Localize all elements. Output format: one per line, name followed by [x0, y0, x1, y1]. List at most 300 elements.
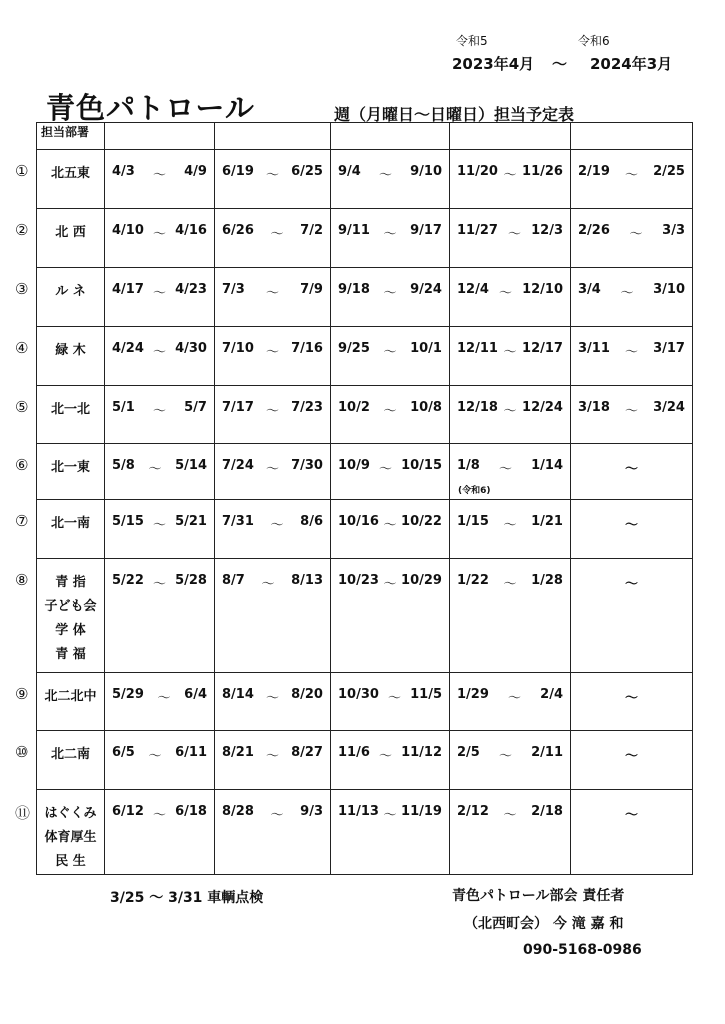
responsible-person: （北西町会） 今 滝 嘉 和: [464, 916, 624, 932]
week-tilde: ～: [378, 749, 392, 764]
blank-header-cell: [215, 123, 331, 150]
dept-name: 北 西: [55, 225, 86, 240]
week-range: [105, 282, 214, 301]
week-range: [450, 223, 570, 242]
week-start: 9/18: [338, 282, 370, 297]
table-row: [37, 327, 693, 386]
week-tilde: ～: [624, 749, 638, 764]
week-cell: [105, 731, 215, 790]
row-number: ③: [15, 280, 29, 298]
week-start: 1/29: [457, 687, 489, 702]
week-range: [571, 282, 692, 301]
week-range: [215, 458, 330, 477]
week-tilde: ～: [152, 808, 166, 823]
week-cell: [450, 327, 571, 386]
week-tilde: ～: [157, 691, 171, 706]
week-end: 10/22: [401, 514, 442, 529]
week-tilde: ～: [503, 577, 517, 592]
week-start: 2/26: [578, 223, 610, 238]
week-tilde: ～: [148, 749, 162, 764]
week-end: 9/10: [410, 164, 442, 179]
dept-name: 体育厚生: [44, 830, 97, 845]
row-number: ⑨: [15, 685, 29, 703]
week-start: 8/21: [222, 745, 254, 760]
week-tilde: ～: [261, 577, 275, 592]
week-range: [571, 400, 692, 419]
week-start: 3/18: [578, 400, 610, 415]
dept-name: 青 指: [55, 575, 86, 590]
week-range: [215, 745, 330, 764]
week-end: 2/11: [531, 745, 563, 760]
week-end: 7/9: [300, 282, 323, 297]
week-start: 11/6: [338, 745, 370, 760]
week-end: 3/24: [653, 400, 685, 415]
week-start: 3/4: [578, 282, 601, 297]
week-end: 7/23: [291, 400, 323, 415]
week-end: 4/23: [175, 282, 207, 297]
week-end: 11/26: [522, 164, 563, 179]
week-start: 6/19: [222, 164, 254, 179]
week-range: [215, 514, 330, 533]
week-tilde: ～: [383, 577, 397, 592]
week-start: 9/4: [338, 164, 361, 179]
week-cell: [571, 500, 693, 559]
week-range: [331, 164, 449, 183]
week-tilde: ～: [265, 691, 279, 706]
week-start: 8/14: [222, 687, 254, 702]
week-range: [105, 573, 214, 592]
week-cell: [331, 327, 450, 386]
week-end: 5/14: [175, 458, 207, 473]
week-start: 8/28: [222, 804, 254, 819]
week-cell: [105, 500, 215, 559]
dept-name: 北二南: [50, 747, 90, 762]
week-range: [571, 164, 692, 183]
week-tilde: ～: [383, 345, 397, 360]
week-start: 12/4: [457, 282, 489, 297]
week-start: 5/1: [112, 400, 135, 415]
dept-name: 青 福: [55, 647, 86, 662]
row-number: ⑥: [15, 456, 29, 474]
week-start: 10/2: [338, 400, 370, 415]
week-tilde: ～: [629, 227, 643, 242]
week-range: [105, 400, 214, 419]
blank-header-cell: [331, 123, 450, 150]
week-start: 11/27: [457, 223, 498, 238]
week-tilde: ～: [624, 808, 638, 823]
week-end: 12/10: [522, 282, 563, 297]
week-tilde: ～: [148, 462, 162, 477]
week-end: 4/16: [175, 223, 207, 238]
week-start: 5/29: [112, 687, 144, 702]
week-end: 9/24: [410, 282, 442, 297]
phone-number: 090-5168-0986: [523, 942, 642, 958]
week-tilde: ～: [624, 577, 638, 592]
era-note: (令和6): [458, 486, 491, 496]
week-start: 10/23: [338, 573, 379, 588]
table-row: [37, 500, 693, 559]
week-end: 1/14: [531, 458, 563, 473]
week-start: 1/8: [457, 458, 480, 473]
week-range: [105, 687, 214, 706]
week-range: [105, 223, 214, 242]
table-row: [37, 444, 693, 500]
week-range: [331, 223, 449, 242]
row-number: ⑪: [15, 804, 31, 822]
week-start: 11/20: [457, 164, 498, 179]
week-cell: [571, 327, 693, 386]
week-end: 12/3: [531, 223, 563, 238]
week-end: 1/21: [531, 514, 563, 529]
week-end: 10/1: [410, 341, 442, 356]
week-range: [450, 514, 570, 533]
week-tilde: ～: [503, 345, 517, 360]
dept-cell: [37, 559, 105, 673]
week-end: 8/20: [291, 687, 323, 702]
week-tilde: ～: [624, 168, 638, 183]
week-cell: [450, 673, 571, 731]
week-end: 2/25: [653, 164, 685, 179]
week-end: 11/19: [401, 804, 442, 819]
week-range-empty: [571, 687, 692, 706]
dept-cell: [37, 268, 105, 327]
week-tilde: ～: [378, 168, 392, 183]
week-end: 2/4: [540, 687, 563, 702]
week-range: [450, 164, 570, 183]
week-cell: [571, 559, 693, 673]
week-end: 5/28: [175, 573, 207, 588]
week-range: [450, 458, 570, 477]
blank-header-cell: [450, 123, 571, 150]
week-tilde: ～: [498, 462, 512, 477]
week-start: 6/26: [222, 223, 254, 238]
week-cell: [450, 559, 571, 673]
dept-name: 緑 木: [55, 343, 86, 358]
week-end: 2/18: [531, 804, 563, 819]
week-tilde: ～: [503, 168, 517, 183]
week-range: [331, 282, 449, 301]
week-end: 5/21: [175, 514, 207, 529]
week-end: 7/30: [291, 458, 323, 473]
week-cell: [105, 559, 215, 673]
row-number: ⑦: [15, 512, 29, 530]
dept-header: 担当部署: [37, 123, 105, 150]
week-tilde: ～: [152, 168, 166, 183]
week-cell: [331, 268, 450, 327]
week-tilde: ～: [152, 286, 166, 301]
week-start: 1/22: [457, 573, 489, 588]
week-start: 2/19: [578, 164, 610, 179]
week-end: 12/24: [522, 400, 563, 415]
week-end: 3/3: [662, 223, 685, 238]
week-start: 8/7: [222, 573, 245, 588]
week-start: 5/22: [112, 573, 144, 588]
week-cell: [105, 790, 215, 875]
week-range: [105, 514, 214, 533]
organization-line: 青色パトロール部会 責任者: [452, 888, 625, 904]
week-range: [450, 804, 570, 823]
week-cell: [331, 386, 450, 444]
week-cell: [215, 444, 331, 500]
dept-name: はぐくみ: [44, 806, 97, 821]
week-range: [215, 282, 330, 301]
row-number: ①: [15, 162, 29, 180]
week-cell: [105, 327, 215, 386]
week-start: 5/15: [112, 514, 144, 529]
week-start: 6/5: [112, 745, 135, 760]
period-separator: ～: [552, 55, 568, 73]
week-cell: [215, 150, 331, 209]
week-cell: [331, 673, 450, 731]
week-cell: [571, 790, 693, 875]
week-cell: [105, 444, 215, 500]
week-range: [450, 573, 570, 592]
week-tilde: ～: [270, 808, 284, 823]
week-end: 10/15: [401, 458, 442, 473]
week-end: 7/2: [300, 223, 323, 238]
row-number: ⑤: [15, 398, 29, 416]
week-end: 11/12: [401, 745, 442, 760]
week-range: [215, 804, 330, 823]
week-start: 2/12: [457, 804, 489, 819]
week-cell: [105, 268, 215, 327]
week-end: 9/3: [300, 804, 323, 819]
week-range: [105, 458, 214, 477]
week-tilde: ～: [624, 462, 638, 477]
week-tilde: ～: [152, 518, 166, 533]
week-start: 1/15: [457, 514, 489, 529]
week-start: 9/11: [338, 223, 370, 238]
week-tilde: ～: [265, 462, 279, 477]
week-cell: [105, 386, 215, 444]
week-range: [450, 745, 570, 764]
week-start: 6/12: [112, 804, 144, 819]
week-start: 9/25: [338, 341, 370, 356]
week-tilde: ～: [624, 404, 638, 419]
week-tilde: ～: [265, 168, 279, 183]
week-cell: [215, 386, 331, 444]
week-cell: [450, 209, 571, 268]
week-range-empty: [571, 804, 692, 823]
week-start: 10/16: [338, 514, 379, 529]
week-tilde: ～: [383, 286, 397, 301]
week-range: [105, 804, 214, 823]
week-start: 11/13: [338, 804, 379, 819]
week-end: 10/8: [410, 400, 442, 415]
week-range: [215, 164, 330, 183]
week-start: 2/5: [457, 745, 480, 760]
period-start: 2023年4月: [452, 55, 535, 73]
week-tilde: ～: [503, 518, 517, 533]
week-tilde: ～: [624, 691, 638, 706]
week-start: 7/24: [222, 458, 254, 473]
period-end: 2024年3月: [590, 55, 673, 73]
week-cell: [450, 500, 571, 559]
week-range: [105, 341, 214, 360]
table-row: [37, 268, 693, 327]
table-row: [37, 209, 693, 268]
week-start: 12/11: [457, 341, 498, 356]
week-range: [450, 341, 570, 360]
week-tilde: ～: [152, 227, 166, 242]
table-row: [37, 673, 693, 731]
dept-cell: [37, 327, 105, 386]
week-range-empty: [571, 514, 692, 533]
dept-name: ル ネ: [55, 284, 86, 299]
week-range: [215, 573, 330, 592]
dept-cell: [37, 444, 105, 500]
week-range: [215, 687, 330, 706]
week-cell: [215, 209, 331, 268]
week-cell: [105, 209, 215, 268]
week-cell: [450, 731, 571, 790]
week-end: 6/11: [175, 745, 207, 760]
week-cell: [450, 386, 571, 444]
week-tilde: ～: [498, 286, 512, 301]
week-start: 3/11: [578, 341, 610, 356]
week-cell: [215, 559, 331, 673]
week-range: [331, 804, 449, 823]
week-range: [105, 745, 214, 764]
week-cell: [450, 150, 571, 209]
week-cell: [215, 268, 331, 327]
week-end: 6/25: [291, 164, 323, 179]
week-range: [571, 341, 692, 360]
dept-name: 北一東: [50, 460, 90, 475]
week-end: 11/5: [410, 687, 442, 702]
week-cell: [571, 268, 693, 327]
week-end: 10/29: [401, 573, 442, 588]
dept-cell: [37, 500, 105, 559]
week-end: 6/4: [184, 687, 207, 702]
dept-cell: [37, 673, 105, 731]
week-end: 8/6: [300, 514, 323, 529]
table-row: [37, 559, 693, 673]
week-tilde: ～: [624, 345, 638, 360]
week-tilde: ～: [152, 404, 166, 419]
row-number: ④: [15, 339, 29, 357]
week-start: 4/17: [112, 282, 144, 297]
row-number: ②: [15, 221, 29, 239]
week-tilde: ～: [508, 227, 522, 242]
week-start: 10/30: [338, 687, 379, 702]
document-title: 青色パトロール: [46, 91, 255, 125]
week-range: [571, 223, 692, 242]
week-cell: [571, 209, 693, 268]
week-cell: [450, 790, 571, 875]
week-end: 6/18: [175, 804, 207, 819]
week-range: [331, 514, 449, 533]
week-range: [331, 400, 449, 419]
dept-cell: [37, 386, 105, 444]
week-end: 9/17: [410, 223, 442, 238]
blank-header-cell: [571, 123, 693, 150]
week-cell: [331, 790, 450, 875]
week-range: [215, 341, 330, 360]
week-cell: [450, 444, 571, 500]
week-tilde: ～: [383, 808, 397, 823]
dept-cell: [37, 150, 105, 209]
week-range: [331, 745, 449, 764]
week-tilde: ～: [624, 518, 638, 533]
era-end-label: 令和6: [578, 34, 610, 48]
week-cell: [215, 500, 331, 559]
week-cell: [105, 673, 215, 731]
schedule-table: [36, 122, 693, 875]
row-number: ⑩: [15, 743, 29, 761]
document-subtitle: 週（月曜日～日曜日）担当予定表: [334, 105, 575, 124]
dept-cell: [37, 209, 105, 268]
week-tilde: ～: [383, 404, 397, 419]
week-cell: [450, 268, 571, 327]
week-end: 7/16: [291, 341, 323, 356]
week-cell: [331, 731, 450, 790]
dept-name: 北一北: [50, 402, 90, 417]
week-cell: [571, 150, 693, 209]
week-tilde: ～: [265, 749, 279, 764]
week-end: 4/30: [175, 341, 207, 356]
week-tilde: ～: [503, 808, 517, 823]
week-tilde: ～: [265, 286, 279, 301]
week-tilde: ～: [265, 345, 279, 360]
week-cell: [331, 500, 450, 559]
era-start-label: 令和5: [456, 34, 488, 48]
week-end: 8/27: [291, 745, 323, 760]
week-tilde: ～: [383, 227, 397, 242]
dept-cell: [37, 731, 105, 790]
week-start: 4/10: [112, 223, 144, 238]
week-tilde: ～: [378, 462, 392, 477]
week-end: 5/7: [184, 400, 207, 415]
week-tilde: ～: [620, 286, 634, 301]
week-start: 10/9: [338, 458, 370, 473]
week-range: [331, 687, 449, 706]
week-start: 7/17: [222, 400, 254, 415]
week-cell: [331, 150, 450, 209]
dept-cell: [37, 790, 105, 875]
table-row: [37, 790, 693, 875]
dept-name: 学 体: [55, 623, 86, 638]
week-cell: [331, 559, 450, 673]
week-tilde: ～: [152, 345, 166, 360]
inspection-note: 3/25 ～ 3/31 車輌点検: [110, 890, 264, 906]
week-cell: [571, 386, 693, 444]
week-range: [450, 282, 570, 301]
week-cell: [571, 444, 693, 500]
table-row: [37, 150, 693, 209]
week-start: 12/18: [457, 400, 498, 415]
week-range: [215, 400, 330, 419]
blank-header-cell: [105, 123, 215, 150]
week-start: 7/10: [222, 341, 254, 356]
week-tilde: ～: [270, 518, 284, 533]
week-end: 1/28: [531, 573, 563, 588]
week-cell: [215, 673, 331, 731]
table-row: [37, 386, 693, 444]
week-cell: [105, 150, 215, 209]
week-cell: [215, 327, 331, 386]
week-tilde: ～: [508, 691, 522, 706]
week-tilde: ～: [503, 404, 517, 419]
week-cell: [331, 209, 450, 268]
week-cell: [571, 673, 693, 731]
week-range: [215, 223, 330, 242]
row-number: ⑧: [15, 571, 29, 589]
dept-name: 民 生: [55, 854, 86, 869]
week-range: [331, 341, 449, 360]
week-start: 4/24: [112, 341, 144, 356]
week-cell: [215, 731, 331, 790]
